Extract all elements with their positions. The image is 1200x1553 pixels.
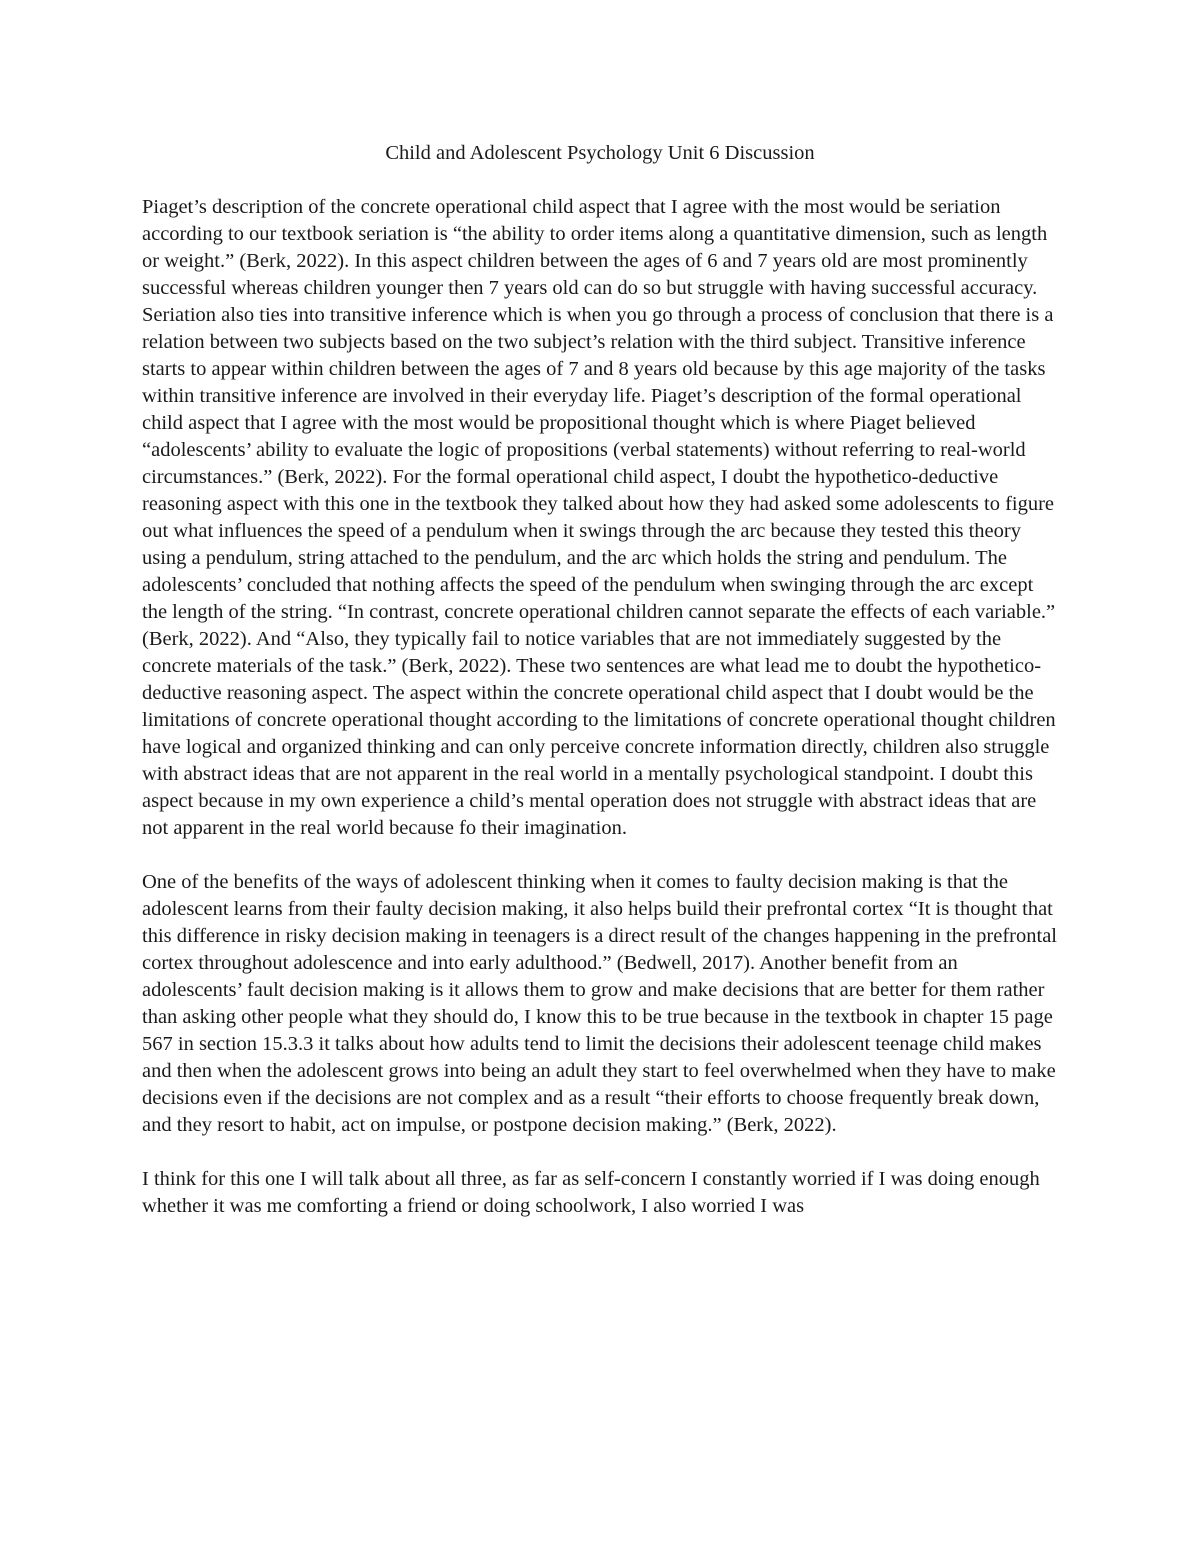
document-title: Child and Adolescent Psychology Unit 6 Discussion [385,142,815,164]
paragraph-self-concern: I think for this one I will talk about all three, as far as self-concern I constantly worried if I was doing enough whether it was me comforting a friend or doing schoolwork, I also worried I was [142,1168,1040,1217]
document-body [142,140,1058,1247]
paragraph-piaget: Piaget’s description of the concrete operational child aspect that I agree with the most would be seriation according to our textbook seriation is “the ability to order items along a quantitative dimension, such as length or weight.” (Berk, 2022). In this aspect children between the ages of 6 and 7 years old are most prominently successful whereas children younger then 7 years old can do so but struggle with having successful accuracy. Seriation also ties into transitive inference which is when you go through a process of conclusion that there is a relation between two subjects based on the two subject’s relation with the third subject. Transitive inference starts to appear within children between the ages of 7 and 8 years old because by this age majority of the tasks within transitive inference are involved in their everyday life. Piaget’s description of the formal operational child aspect that I agree with the most would be propositional thought which is where Piaget believed “adolescents’ ability to evaluate the logic of propositions (verbal statements) without referring to real-world circumstances.” (Berk, 2022). For the formal operational child aspect, I doubt the hypothetico-deductive reasoning aspect with this one in the textbook they talked about how they had asked some adolescents to figure out what influences the speed of a pendulum when it swings through the arc because they tested this theory using a pendulum, string attached to the pendulum, and the arc which holds the string and pendulum. The adolescents’ concluded that nothing affects the speed of the pendulum when swinging through the arc except the length of the string. “In contrast, concrete operational children cannot separate the effects of each variable.” (Berk, 2022). And “Also, they typically fail to notice variables that are not immediately suggested by the concrete materials of the task.” (Berk, 2022). These two sentences are what lead me to doubt the hypothetico-deductive reasoning aspect. The aspect within the concrete operational child aspect that I doubt would be the limitations of concrete operational thought according to the limitations of concrete operational thought children have logical and organized thinking and can only perceive concrete information directly, children also struggle with abstract ideas that are not apparent in the real world in a mentally psychological standpoint. I doubt this aspect because in my own experience a child’s mental operation does not struggle with abstract ideas that are not apparent in the real world because fo their imagination. [142,196,1056,839]
paragraph-adolescent-decision-making: One of the benefits of the ways of adolescent thinking when it comes to faulty decision making is that the adolescent learns from their faulty decision making, it also helps build their prefrontal cortex “It is thought that this difference in risky decision making in teenagers is a direct result of the changes happening in the prefrontal cortex throughout adolescence and into early adulthood.” (Bedwell, 2017). Another benefit from an adolescents’ fault decision making is it allows them to grow and make decisions that are better for them rather than asking other people what they should do, I know this to be true because in the textbook in chapter 15 page 567 in section 15.3.3 it talks about how adults tend to limit the decisions their adolescent teenage child makes and then when the adolescent grows into being an adult they start to feel overwhelmed when they have to make decisions even if the decisions are not complex and as a result “their efforts to choose frequently break down, and they resort to habit, act on impulse, or postpone decision making.” (Berk, 2022). [142,871,1057,1136]
